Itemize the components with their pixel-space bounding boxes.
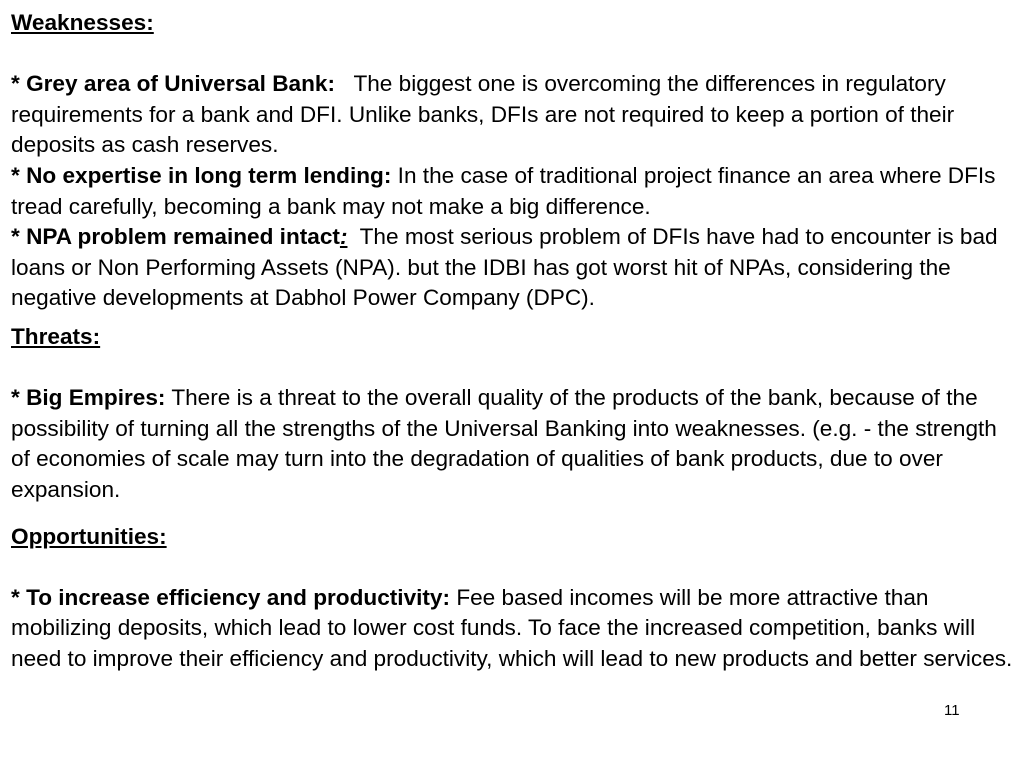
threat-label-big-empires: * Big Empires: — [11, 385, 166, 411]
weakness-text-npa: The most serious problem of DFIs have had to encounter is bad loans or Non Performing Assets (NPA). but the IDBI has got worst hit of NPAs, considering the negative developments at Dabhol Power Company (DPC). — [11, 224, 998, 311]
opportunities-heading: Opportunities: — [11, 523, 167, 549]
weakness-text-grey-area: The biggest one is overcoming the differences in regulatory requirements for a bank and DFI. Unlike banks, DFIs are not required to keep a portion of their deposits as cash reserves. — [11, 71, 955, 158]
threats-heading: Threats: — [11, 323, 101, 349]
weakness-item-grey-area — [11, 69, 1016, 161]
threat-item-big-empires — [11, 383, 1016, 505]
threat-text-big-empires: There is a threat to the overall quality of the products of the bank, because of the possibility of turning all the strengths of the Universal Banking into weaknesses. (e.g. - the strength of economies of scale may turn into the degradation of qualities of bank products, due to over expansion. — [11, 385, 997, 502]
weakness-text-expertise: In the case of traditional project finance an area where DFIs tread carefully, becoming a bank may not make a big difference. — [11, 162, 996, 219]
opportunity-text-efficiency: Fee based incomes will be more attractive than mobilizing deposits, which lead to lower cost funds. To face the increased competition, banks will need to improve their efficiency and productivity, which will lead to new products and better services. — [11, 584, 1013, 671]
weakness-label-npa: * NPA problem remained intact — [11, 224, 340, 250]
slide-content — [11, 8, 1016, 674]
opportunity-item-efficiency — [11, 583, 1016, 675]
weakness-colon-npa: : — [339, 224, 348, 250]
weakness-item-expertise — [11, 161, 1016, 222]
weakness-label-expertise: * No expertise in long term lending: — [11, 162, 392, 188]
opportunity-label-efficiency: * To increase efficiency and productivity: — [11, 584, 451, 610]
weaknesses-heading: Weaknesses: — [11, 10, 154, 35]
weakness-item-npa — [11, 222, 1016, 314]
weakness-label-grey-area: * Grey area of Universal Bank: — [11, 71, 335, 97]
page-number: 11 — [944, 702, 960, 719]
